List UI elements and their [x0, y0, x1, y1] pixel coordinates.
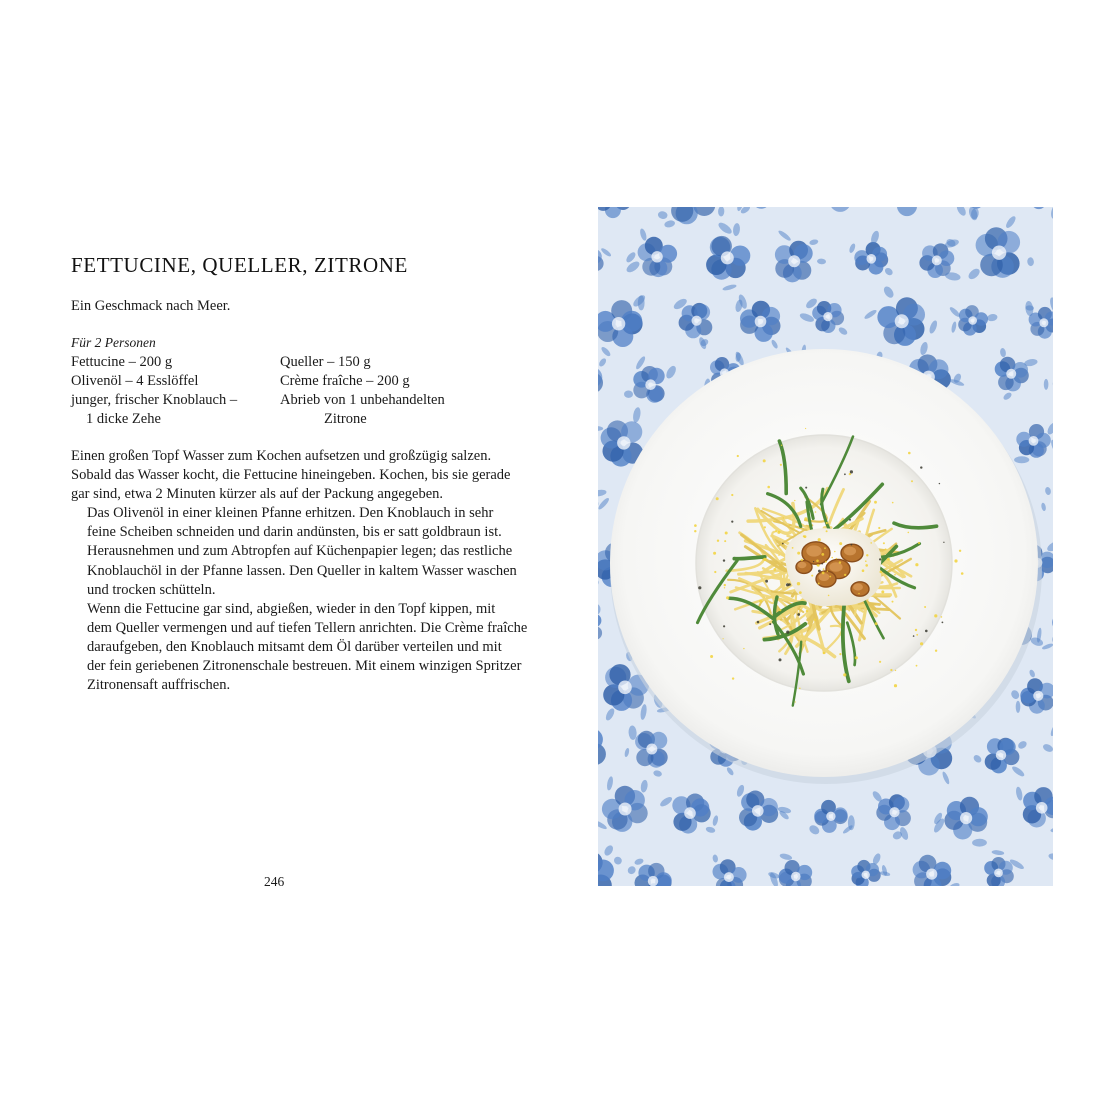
method-paragraph	[71, 600, 528, 695]
method-line: Knoblauchöl in der Pfanne lassen. Den Queller in kaltem Wasser waschen	[87, 562, 517, 579]
ingredient-item	[280, 372, 480, 391]
ingredients-left-column	[71, 353, 271, 429]
page-number: 246	[264, 874, 285, 889]
ingredient-item	[71, 353, 271, 372]
recipe-title: FETTUCINE, QUELLER, ZITRONE	[71, 253, 408, 277]
method-line: Herausnehmen und zum Abtropfen auf Küchenpapier legen; das restliche	[87, 543, 513, 560]
method-line: der fein geriebenen Zitronenschale bestreuen. Mit einem winzigen Spritzer	[87, 658, 522, 675]
fettucine-plate-photo	[598, 207, 1053, 886]
method-line: daraufgeben, den Knoblauch mitsamt dem Öl darüber verteilen und mit	[87, 638, 502, 655]
ingredient-text: Fettucine – 200 g	[71, 354, 173, 370]
ingredient-item	[280, 391, 480, 429]
method-line: Das Olivenöl in einer kleinen Pfanne erhitzen. Den Knoblauch in sehr	[87, 505, 494, 522]
ingredient-text: junger, frischer Knoblauch –	[71, 392, 238, 408]
method-line: Sobald das Wasser kocht, die Fettucine hineingeben. Kochen, bis sie gerade	[71, 467, 511, 484]
ingredient-text-continued: Zitrone	[324, 411, 367, 427]
method-line: dem Queller vermengen und auf tiefen Tellern anrichten. Die Crème fraîche	[87, 619, 528, 636]
ingredient-text: Olivenöl – 4 Esslöffel	[71, 373, 199, 389]
ingredient-item	[71, 391, 271, 429]
method-line: Einen großen Topf Wasser zum Kochen aufsetzen und großzügig salzen.	[71, 448, 492, 464]
photo-illustration	[598, 207, 1053, 886]
ingredient-text: Queller – 150 g	[280, 354, 371, 370]
method-line: und trocken schütteln.	[87, 581, 216, 598]
method-paragraph	[71, 447, 511, 504]
ingredient-item	[71, 372, 271, 391]
method-paragraph	[71, 504, 517, 599]
method-text	[71, 447, 528, 695]
method-line: Zitronensaft auffrischen.	[87, 677, 231, 694]
ingredient-item	[280, 353, 480, 372]
ingredient-text: Abrieb von 1 unbehandelten	[280, 392, 445, 408]
ingredient-text-continued: 1 dicke Zehe	[86, 411, 161, 427]
method-line: feine Scheiben schneiden und darin andünsten, bis er satt goldbraun ist.	[87, 524, 502, 541]
ingredients-right-column	[280, 353, 480, 429]
method-line: gar sind, etwa 2 Minuten kürzer als auf der Packung angegeben.	[71, 486, 444, 503]
method-line: Wenn die Fettucine gar sind, abgießen, wieder in den Topf kippen, mit	[87, 600, 496, 617]
servings-label: Für 2 Personen	[71, 335, 156, 350]
recipe-subtitle: Ein Geschmack nach Meer.	[71, 298, 231, 314]
ingredient-text: Crème fraîche – 200 g	[280, 373, 410, 389]
